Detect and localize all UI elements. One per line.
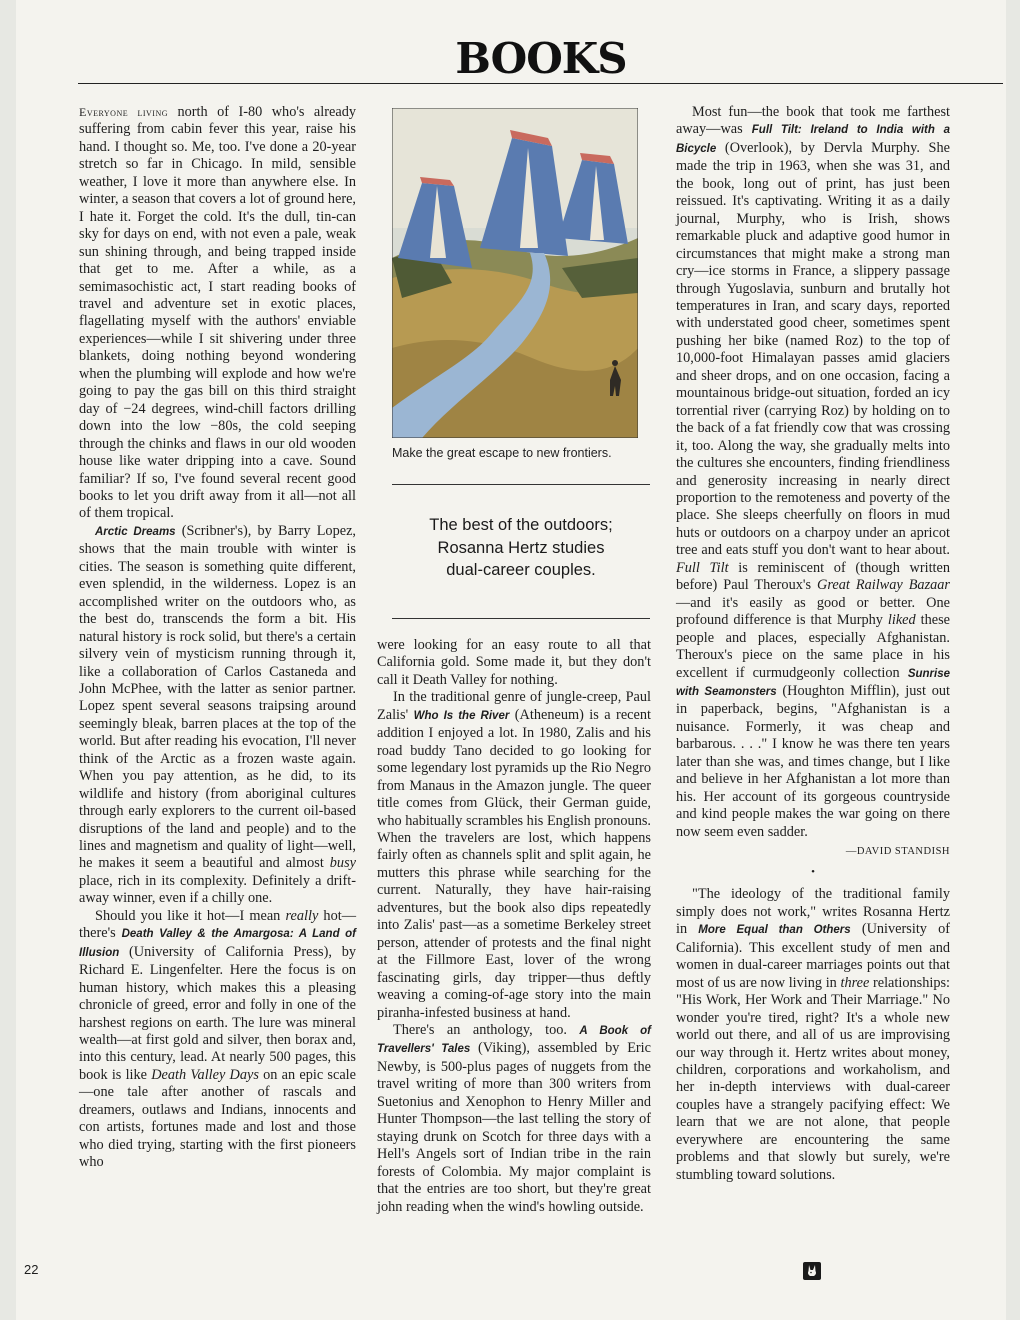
- book-title: Who Is the River: [413, 709, 510, 722]
- paragraph-arctic-dreams: [79, 523, 356, 908]
- book-title: A Book of Travellers' Tales: [377, 1024, 652, 1056]
- paragraph-text: Most fun—the book that took me farthest away—was: [676, 104, 950, 138]
- pull-quote: [392, 514, 650, 582]
- paragraph-text: —and it's easily as good or better. One profound difference is that Murphy: [676, 594, 950, 629]
- paragraph-death-valley: [79, 908, 356, 1172]
- title-rule: [78, 83, 1003, 84]
- emphasis: really: [285, 907, 319, 924]
- figure-caption: Make the great escape to new frontiers.: [392, 446, 612, 460]
- section-title: BOOKS: [455, 34, 627, 83]
- emphasis: liked: [887, 612, 916, 629]
- paragraph-text: (Atheneum) is a recent addition I enjoyed a lot. In 1980, Zalis and his road buddy Tano decided to go looking for some legendary lost pyramids up the Rio Negro from Manaus in the Amazon jungle. The queer title comes from Glück, their German guide, who habitually scrambles his English pronouns. When the travelers are lost, which happens fairly often as channels split and split again, he mutters this phrase while searching for the current. Naturally, they have hair-raising adventures, but the book also dips repeatedly into Zalis' past—as a sometime Berkeley street person, attender of protests and the final night at the Fillmore East, lover of the wrong fascinating girls, day tripper—thus deftly weaving a coming-of-age story into the main piranha-infested business at hand.: [377, 706, 651, 1021]
- emphasis: busy: [329, 855, 356, 872]
- paragraph-text: (Viking), assembled by Eric Newby, is 500-plus pages of nuggets from the travel writing of more than 300 writers from Suetonius and Xenophon to Henry Miller and Hunter Thompson—the last telling the story of staying drunk on Scotch for three days with a Hell's Angels sort of Indian tribe in the rain forests of Colombia. My major complaint is that the entries are too short, but they're great john reading when the wind's howling outside.: [377, 1040, 652, 1215]
- magazine-page: [16, 0, 1006, 1320]
- paragraph-travellers-tales: [377, 1022, 651, 1216]
- pull-quote-line: dual-career couples.: [446, 561, 596, 579]
- paragraph-text: place, rich in its complexity. Definitely a drift-away winner, even if a chilly one.: [79, 872, 356, 907]
- pullquote-bottom-rule: [392, 618, 650, 619]
- column-3: [676, 104, 950, 1184]
- paragraph-text: (University of California). This excellent study of men and women in dual-career marriages points out that most of us are now living in: [676, 921, 950, 991]
- pull-quote-line: Rosanna Hertz studies: [437, 538, 605, 557]
- column-2: [377, 637, 651, 1216]
- paragraph-text: north of I-80 who's already suffering from cabin fever this year, raise his hand. I thought so. Me, too. I've done a 20-year stretch so far in Chicago. In mild, sensible weather, I love it more than anywhere else. In winter, a season that covers a lot of ground here, I hate it. Forget the cold. It's the dull, tin-can sky for days on end, with not even a pale, weak sun shining through, and being trapped inside that get to me. After a while, as a semimasochistic act, I start reading books of travel and adventure set in exotic places, flagellating myself with the authors' enviable experiences—while I sit shivering under three blankets, doing nothing beyond wondering when the plumbing will explode and how we're going to pay the gas bill on this third straight day of −24 degrees, wind-chill factors drilling down into the low −80s, the cold seeping through the chinks and flaws in our old wooden house like water dripping into a cave. Sound familiar? If so, I've found several recent good books to let you drift away from it all—not all of them tropical.: [79, 104, 356, 522]
- paragraph-text: "The ideology of the traditional family simply does not work," writes Rosanna Hertz in: [676, 886, 950, 938]
- paragraph-text: on an epic scale—one tale after another of rascals and dreamers, outlaws and Indians, innocents and con artists, fortunes made and lost and those who died trying, starting with the first pioneers who: [79, 1066, 356, 1171]
- pull-quote-line: The best of the outdoors;: [429, 516, 613, 534]
- column-1: [79, 104, 356, 1172]
- paragraph-text: There's an anthology, too.: [393, 1021, 580, 1038]
- book-title: Arctic Dreams: [95, 525, 176, 538]
- paragraph-text: In the traditional genre of jungle-creep, Paul Zalis': [377, 689, 651, 723]
- book-title: More Equal than Others: [698, 924, 851, 937]
- pullquote-top-rule: [392, 484, 650, 485]
- emphasis: Full Tilt: [676, 559, 729, 576]
- book-title: Death Valley & the Amargosa: A Land of Illusion: [79, 928, 356, 959]
- lead-in: Everyone living: [79, 105, 169, 119]
- paragraph-text: (Overlook), by Dervla Murphy. She made the trip in 1963, when she was 31, and the book, long out of print, has just been reissued. It's captivating. Writing it as a daily journal, Murphy, who is Irish, shows remarkable pluck and adaptive good humor in circumstances that might make a strong man cry—ice storms in France, a slippery passage through Yugoslavia, sunburn and brutally hot temperatures in Iran, and scary days, reported with understated good cheer, sometimes spent pushing her bike (named Roz) to the top of 10,000-foot Himalayan passes amid glaciers and sheer drops, and on one occasion, facing a mountainous bridge-out situation, forded an icy torrential river (carrying Roz) by holding on to the back of a fat friendly cow that was crossing it, too. Along the way, she gradually melts into the cultures she encounters, finding friendliness and generosity increasing in nearly direct proportion to the remoteness and poverty of the place. She sleeps cheerfully on floors in mud huts or outdoors on a charpoy under an apricot tree and eats stuff you don't want to hear about.: [676, 139, 950, 559]
- paragraph-continued: were looking for an easy route to all that California gold. Some made it, but they don't call it Death Valley for nothing.: [377, 637, 651, 688]
- paragraph-more-equal: [676, 886, 950, 1184]
- paragraph-text: relationships: "His Work, Her Work and Their Marriage." No wonder you're tired, right? It's a whole new world out there, and all of us are improvising our way through it. Hertz writes about money, children, corporations and workaholism, and her in-depth interviews with dual-career couples have a strangely pacifying effect: We learn that we are not alone, that people everywhere are encountering the same problems and that slowly but surely, we're stumbling toward solutions.: [676, 974, 951, 1183]
- paragraph-text: hot—there's: [79, 907, 357, 942]
- emphasis: Death Valley Days: [151, 1066, 259, 1083]
- paragraph-who-is-the-river: [377, 689, 651, 1022]
- emphasis: Great Railway Bazaar: [817, 577, 950, 594]
- paragraph-intro: [79, 104, 356, 523]
- paragraph-text: (University of California Press), by Richard E. Lingenfelter. Here the focus is on human history, which makes this a pleasing chronicle of greed, error and folly in one of the harshest regions on earth. The lure was mineral wealth—at first gold and silver, then borax and, into this century, lead. At nearly 500 pages, this book is like: [79, 943, 356, 1083]
- book-title: Full Tilt: Ireland to India with a Bicycle: [676, 124, 950, 155]
- paragraph-full-tilt: [676, 104, 950, 841]
- author-signature: —DAVID STANDISH: [845, 846, 950, 858]
- section-separator: •: [811, 866, 815, 879]
- paragraph-text: is reminiscent of (though written before) Paul Theroux's: [676, 559, 951, 594]
- illustration-book-mountains: [392, 108, 638, 438]
- book-title: Sunrise with Seamonsters: [676, 667, 950, 698]
- paragraph-text: Should you like it hot—I mean: [95, 907, 286, 924]
- page-number: 22: [24, 1262, 39, 1277]
- paragraph-text: (Scribner's), by Barry Lopez, shows that the main trouble with winter is cities. The season is something quite different, even splendid, in the wilderness. Lopez is an accomplished writer on the outdoors who, as the best do, transcends the form a bit. His natural history is rock solid, but there's a certain silvery vein of mysticism running through it, like a collaboration of Carlos Castaneda and John McPhee, with the latter as senior partner. Lopez spent several seasons traipsing around seemingly bleak, barren places at the top of the world. But after reading his evocation, I'll never think of the Arctic as a frozen waste again. When you pay attention, as he did, to its wildlife and history (from aboriginal cultures through early explorers to the current oil-based disruptions of the land and people) and to the lines and magnetism and quality of light—well, he makes it seem a beautiful and almost: [79, 522, 356, 872]
- paragraph-text: (Houghton Mifflin), just out in paperback, begins, "Afghanistan is a nuisance. Formerly, it was cheap and barbarous. . . ." I know he was there ten years later than she was, and times change, but I like and believe in her Afghanistan a lot more than his. Her account of its gorgeous countryside and kind people makes the war going on there now seem even sadder.: [676, 682, 950, 840]
- paragraph-text: these people and places, especially Afghanistan. Theroux's piece on the same place in his excellent if curmudgeonly collection: [676, 612, 950, 681]
- emphasis: three: [840, 974, 870, 991]
- playboy-bunny-icon: [803, 1262, 821, 1280]
